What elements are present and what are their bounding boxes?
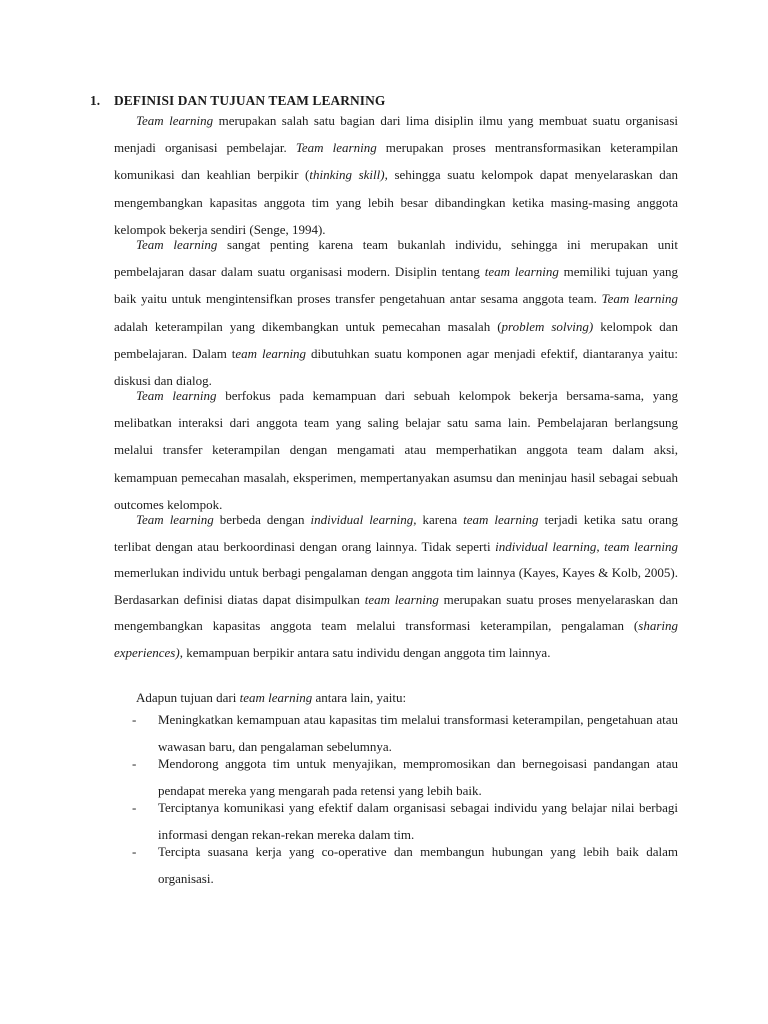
italic-term: Team learning <box>601 291 678 307</box>
italic-term: Team learning <box>295 140 377 156</box>
bullet-dash: - <box>132 712 137 727</box>
italic-term: thinking skill), <box>309 167 388 183</box>
italic-term: problem solving) <box>501 318 594 334</box>
italic-term: Team learning <box>136 512 214 527</box>
italic-term: sharing experiences) <box>114 618 678 660</box>
objectives-intro: Adapun tujuan dari team learning antara lain, yaitu: <box>136 690 407 705</box>
bullet-dash: - <box>132 756 137 771</box>
italic-term: team learning <box>484 264 559 280</box>
italic-term: team learning <box>239 690 313 705</box>
italic-term: team learning <box>364 591 439 607</box>
bullet-dash: - <box>132 844 137 859</box>
objective-text: Meningkatkan kemampuan atau kapasitas tim melalui transformasi keterampilan, pengetahuan atau wawasan baru, dan pengalaman sebelumnya. <box>158 712 678 754</box>
objective-text: Terciptanya komunikasi yang efektif dalam organisasi sebagai individu yang belajar nilai berbagi informasi dengan rekan-rekan mereka dalam tim. <box>158 800 678 842</box>
italic-term: team learning <box>463 512 539 527</box>
bullet-dash: - <box>132 800 137 815</box>
paragraph-importance: Team learning sangat penting karena team bukanlah individu, sehingga ini merupakan unit pembelajaran dasar dalam suatu organisasi modern. Disiplin tentang team learning memiliki tujuan yang baik yaitu untuk mengintensifkan proses transfer pengetahuan antar sesama anggota team. Team learning adalah keterampilan yang dikembangkan untuk pemecahan masalah (problem solving) kelompok dan pembelajaran. Dalam team learning dibutuhkan suatu komponen agar menjadi efektif, diantaranya yaitu: diskusi dan dialog. <box>114 237 679 389</box>
italic-term: individual learning, <box>310 512 417 527</box>
italic-term: Team learning <box>136 237 218 252</box>
objective-item <box>132 838 678 892</box>
paragraph-difference: Team learning berbeda dengan individual learning, karena team learning terjadi ketika satu orang terlibat dengan atau berkoordinasi dengan orang lainnya. Tidak seperti individual learning, team learning memerlukan individu untuk berbagi pengalaman dengan anggota tim lainnya (Kayes, Kayes & Kolb, 2005). Berdasarkan definisi diatas dapat disimpulkan team learning merupakan suatu proses menyelaraskan dan mengembangkan kapasitas anggota team melalui transformasi keterampilan, pengalaman (sharing experiences), kemampuan berpikir antara satu individu dengan anggota tim lainnya. <box>114 512 679 660</box>
italic-term: Team learning <box>136 388 217 403</box>
paragraph-definition: Team learning merupakan salah satu bagian dari lima disiplin ilmu yang membuat suatu organisasi menjadi organisasi pembelajar. Team learning merupakan proses mentransformasikan keterampilan komunikasi dan keahlian berpikir (thinking skill), sehingga suatu kelompok dapat menyelaraskan dan mengembangkan kapasitas anggota tim yang lebih besar dibandingkan ketika masing-masing anggota kelompok bekerja sendiri (Senge, 1994). <box>114 113 679 237</box>
italic-term: eam learning <box>235 345 307 361</box>
objective-text: Mendorong anggota tim untuk menyajikan, mempromosikan dan bernegoisasi pandangan atau pendapat mereka yang mengarah pada retensi yang lebih baik. <box>158 756 678 798</box>
paragraph-focus: Team learning berfokus pada kemampuan dari sebuah kelompok bekerja bersama-sama, yang melibatkan interaksi dari anggota team yang saling belajar satu sama lain. Pembelajaran berlangsung melalui transfer keterampilan dengan mengamati atau memperhatikan anggota team dalam aksi, kemampuan pemecahan masalah, eksperimen, mempertanyakan asumsu dan meninjau hasil sebagai sebuah outcomes kelompok. <box>114 388 678 512</box>
objective-text: Tercipta suasana kerja yang co-operative dan membangun hubungan yang lebih baik dalam organisasi. <box>158 844 678 886</box>
section-number: 1. <box>90 93 101 108</box>
section-title: DEFINISI DAN TUJUAN TEAM LEARNING <box>114 93 386 108</box>
italic-term: individual learning, team learning <box>495 538 678 554</box>
italic-term: Team learning <box>136 113 214 128</box>
